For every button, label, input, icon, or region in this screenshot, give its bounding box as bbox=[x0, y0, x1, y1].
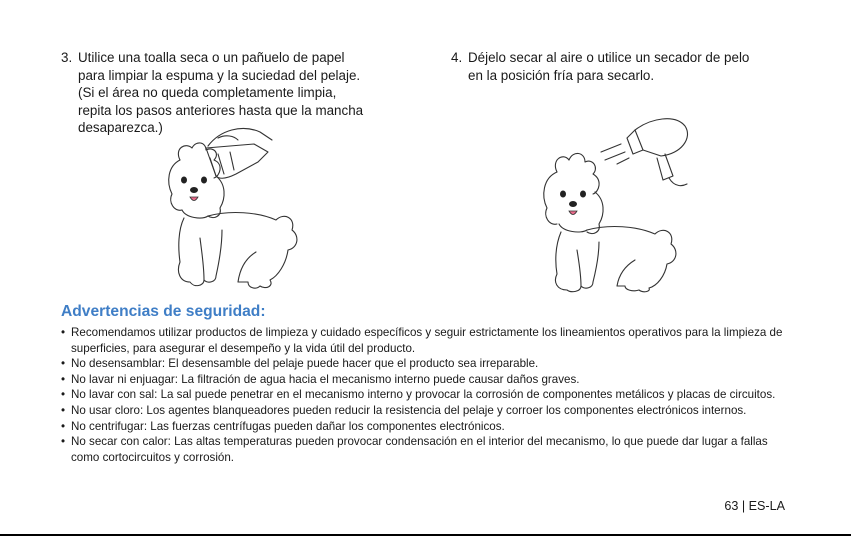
list-item: • No usar cloro: Los agentes blanqueadores pueden reducir la resistencia del pelaje y corroer los componentes electrónicos internos. bbox=[61, 403, 791, 419]
step-3-text: Utilice una toalla seca o un pañuelo de papel para limpiar la espuma y la suciedad del pelaje. (Si el área no queda completamente limpia, repita los pasos anteriores hasta que la mancha desaparezca.) bbox=[78, 50, 364, 136]
step-4-text: Déjelo secar al aire o utilice un secador de pelo en la posición fría para secarlo. bbox=[468, 50, 750, 83]
step-3-number: 3. bbox=[61, 50, 73, 65]
hair-dryer-icon bbox=[525, 110, 705, 293]
list-item: • No lavar ni enjuagar: La filtración de agua hacia el mecanismo interno puede causar daños graves. bbox=[61, 372, 791, 388]
safety-heading: Advertencias de seguridad: bbox=[61, 303, 266, 320]
list-item: • No desensamblar: El desensamble del pelaje puede hacer que el producto sea irreparable. bbox=[61, 356, 791, 372]
list-item: • No centrifugar: Las fuerzas centrífugas pueden dañar los componentes electrónicos. bbox=[61, 419, 791, 435]
list-item: • No secar con calor: Las altas temperaturas pueden provocar condensación en el interior del mecanismo, lo que puede dar lugar a fallas como cortocircuitos y corrosión. bbox=[61, 434, 791, 465]
list-item: • Recomendamos utilizar productos de limpieza y cuidado específicos y seguir estrictamente los lineamientos operativos para la limpieza de superficies, para asegurar el desempeño y la vida útil del producto. bbox=[61, 325, 791, 356]
dog-icon bbox=[150, 118, 320, 293]
safety-warnings-list bbox=[61, 325, 791, 465]
page-number: 63 | ES-LA bbox=[724, 499, 785, 513]
dog-dryer-illustration bbox=[525, 110, 705, 293]
dog-towel-illustration bbox=[150, 118, 320, 293]
step-4 bbox=[451, 49, 811, 84]
list-item: • No lavar con sal: La sal puede penetrar en el mecanismo interno y provocar la corrosión de componentes metálicos y placas de circuitos. bbox=[61, 387, 791, 403]
step-4-number: 4. bbox=[451, 50, 463, 65]
